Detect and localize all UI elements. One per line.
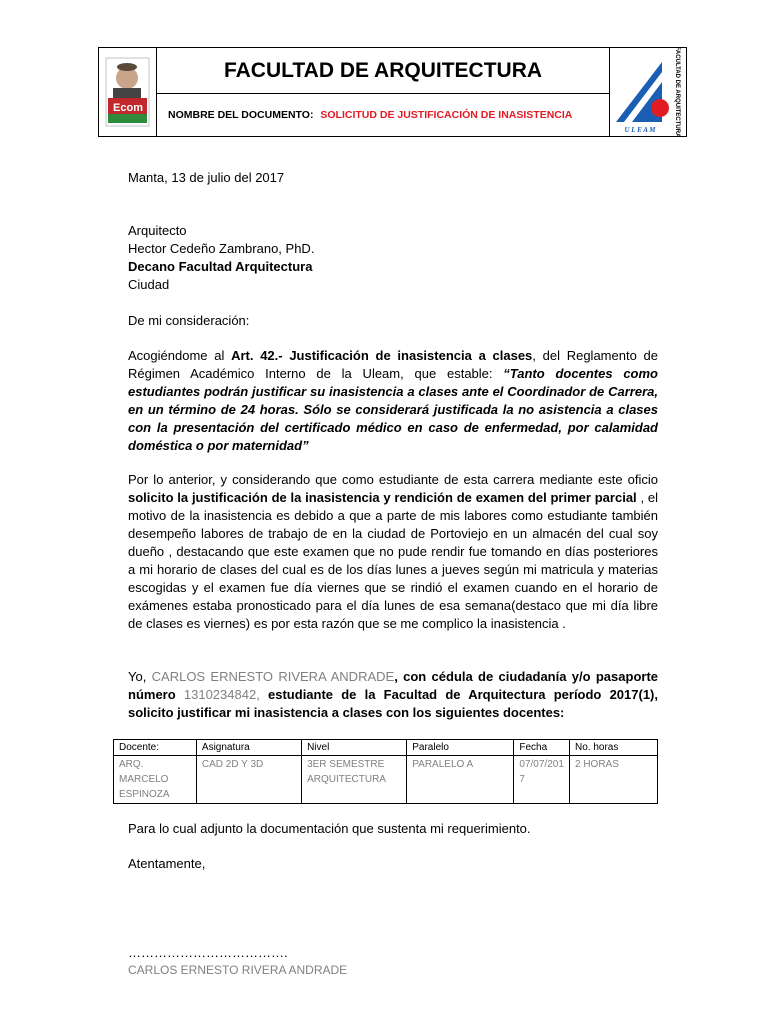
recipient-name: Hector Cedeño Zambrano, PhD. [128, 241, 315, 256]
header-docente: Docente: [114, 740, 197, 756]
paragraph-article [128, 347, 658, 455]
ecom-logo-icon [99, 48, 156, 136]
document-name-label: NOMBRE DEL DOCUMENTO: [168, 109, 314, 121]
cell-asignatura: CAD 2D Y 3D [196, 756, 301, 804]
header-nivel: Nivel [302, 740, 407, 756]
student-name: CARLOS ERNESTO RIVERA ANDRADE [151, 669, 395, 684]
document-name-line [156, 94, 610, 136]
ecom-logo [99, 48, 157, 136]
svg-text:U L E A M: U L E A M [624, 126, 656, 134]
p1-text-c: , del Reglamento de Régimen Académico Interno de la Uleam, que estable: [128, 348, 658, 381]
header-fecha: Fecha [514, 740, 570, 756]
p1-text-a: Acogiéndome al [128, 348, 232, 363]
p2-request: solicito la justificación de la inasistencia y rendición de examen del primer parcial [128, 490, 637, 505]
recipient-position: Decano Facultad Arquitectura [128, 259, 313, 274]
cell-paralelo: PARALELO A [407, 756, 514, 804]
recipient-title: Arquitecto [128, 223, 187, 238]
salutation: De mi consideración: [128, 313, 250, 328]
p3-text-c: estudiante de la Facultad de Arquitectura período 2017(1), solicito justificar mi inasistencia a clases con los siguientes docentes: [128, 687, 658, 720]
p3-text-a: Yo, [128, 669, 152, 684]
document-name-value: SOLICITUD DE JUSTIFICACIÓN DE INASISTENCIA [320, 109, 573, 121]
signature-name: CARLOS ERNESTO RIVERA ANDRADE [128, 963, 348, 977]
table-header-row [114, 740, 658, 756]
student-id: 1310234842, [183, 687, 260, 702]
cell-horas: 2 HORAS [570, 756, 658, 804]
header-asignatura: Asignatura [196, 740, 301, 756]
header-paralelo: Paralelo [407, 740, 514, 756]
table-row [114, 756, 658, 804]
paragraph-student [128, 668, 658, 722]
faculty-logo [609, 48, 686, 136]
recipient-city: Ciudad [128, 277, 170, 292]
header-horas: No. horas [570, 740, 658, 756]
document-header [98, 47, 687, 137]
p1-article-ref: Art. 42.- Justificación de inasistencia a clases [231, 348, 533, 363]
faculty-logo-icon [610, 48, 686, 136]
p2-text-a: Por lo anterior, y considerando que como estudiante de esta carrera mediante este oficio [128, 472, 658, 487]
place-date: Manta, 13 de julio del 2017 [128, 170, 285, 185]
cell-docente: ARQ. MARCELO ESPINOZA [114, 756, 197, 804]
svg-text:Ecom: Ecom [113, 102, 143, 114]
p2-text-c: , el motivo de la inasistencia es debido a que a parte de mis labores como estudiante también desempeño labores de trabajo de en la ciudad de Portoviejo en un almacén del cual soy dueño , destacando que este examen que no pude rendir fue tomando en días posteriores a mi horario de clases del cual es de los días lunes a jueves según mi matricula y materias escogidas y el examen fue día viernes que se rindió el examen cuando en el horario de exámenes estaba pronosticado para el día lunes de esa semana(destaco que mi día libre de clases es viernes) es por esta razón que se me complico la inasistencia . [128, 490, 658, 631]
document-title: FACULTAD DE ARQUITECTURA [156, 48, 610, 94]
teachers-table [113, 739, 658, 804]
closing-attachment: Para lo cual adjunto la documentación que sustenta mi requerimiento. [128, 821, 531, 836]
cell-fecha: 07/07/2017 [514, 756, 570, 804]
p3-text-b: , con cédula de ciudadanía y/o pasaporte número [128, 669, 659, 702]
paragraph-reason [128, 471, 658, 633]
signature-line: ………………………………. [128, 945, 288, 960]
closing-regards: Atentamente, [128, 856, 206, 871]
recipient-block [128, 222, 658, 294]
p1-quote: “Tanto docentes como estudiantes podrán justificar su inasistencia a clases ante el Coordinador de Carrera, en un término de 24 horas. Sólo se considerará justificada la no asistencia a clases con la presentación del certificado médico en caso de enfermedad, por calamidad doméstica o por maternidad” [128, 366, 658, 453]
cell-nivel: 3ER SEMESTRE ARQUITECTURA [302, 756, 407, 804]
svg-text:FACULTAD DE ARQUITECTURA: FACULTAD DE ARQUITECTURA [674, 48, 680, 136]
